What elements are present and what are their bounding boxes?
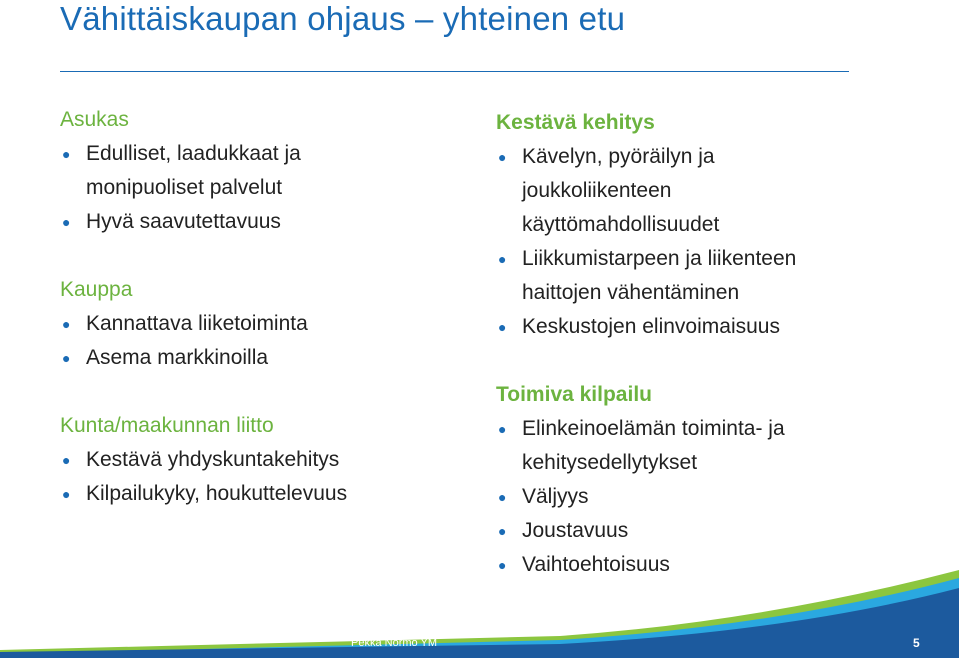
list-item: ● Elinkeinoelämän toiminta- ja kehitysedellytykset <box>496 412 852 480</box>
section-heading: Kunta/maakunnan liitto <box>60 414 274 437</box>
list-item: ● Liikkumistarpeen ja liikenteen haittojen vähentäminen <box>496 242 862 310</box>
bullet-icon: ● <box>62 350 71 366</box>
left-column <box>60 103 480 511</box>
list-item: ● Edulliset, laadukkaat ja monipuoliset palvelut <box>60 137 376 205</box>
footer-author: Pekka Normo YM <box>351 637 437 649</box>
list-item: ● Hyvä saavutettavuus <box>60 205 480 239</box>
footer-wave <box>0 570 959 658</box>
section-kunta <box>60 409 480 511</box>
section-kauppa <box>60 273 480 375</box>
bullet-icon: ● <box>498 557 507 573</box>
bullet-icon: ● <box>62 452 71 468</box>
bullet-icon: ● <box>498 319 507 335</box>
list-item: ● Kannattava liiketoiminta <box>60 307 480 341</box>
section-heading: Kestävä kehitys <box>496 111 655 134</box>
list-item: ● Kävelyn, pyöräilyn ja joukkoliikenteen käyttömahdollisuudet <box>496 140 822 242</box>
list-item: ● Vaihtoehtoisuus <box>496 548 946 582</box>
list-item: ● Joustavuus <box>496 514 946 548</box>
bullet-icon: ● <box>498 251 507 267</box>
section-heading: Toimiva kilpailu <box>496 383 652 406</box>
bullet-icon: ● <box>498 489 507 505</box>
section-kestava-kehitys <box>496 106 946 344</box>
list-item: ● Kestävä yhdyskuntakehitys <box>60 443 480 477</box>
section-toimiva-kilpailu <box>496 378 946 582</box>
page-number: 5 <box>913 636 920 650</box>
title-divider <box>60 71 849 72</box>
section-asukas <box>60 103 480 239</box>
list-item: ● Keskustojen elinvoimaisuus <box>496 310 946 344</box>
list-item: ● Kilpailukyky, houkuttelevuus <box>60 477 480 511</box>
footer-wave-graphic <box>0 570 959 658</box>
bullet-icon: ● <box>498 421 507 437</box>
section-heading: Kauppa <box>60 278 133 301</box>
slide-title: Vähittäiskaupan ohjaus – yhteinen etu <box>60 0 626 37</box>
section-heading: Asukas <box>60 108 129 131</box>
bullet-icon: ● <box>62 214 71 230</box>
bullet-icon: ● <box>62 486 71 502</box>
bullet-icon: ● <box>498 149 507 165</box>
bullet-icon: ● <box>498 523 507 539</box>
list-item: ● Asema markkinoilla <box>60 341 480 375</box>
bullet-icon: ● <box>62 316 71 332</box>
bullet-icon: ● <box>62 146 71 162</box>
list-item: ● Väljyys <box>496 480 946 514</box>
right-column <box>496 106 946 582</box>
